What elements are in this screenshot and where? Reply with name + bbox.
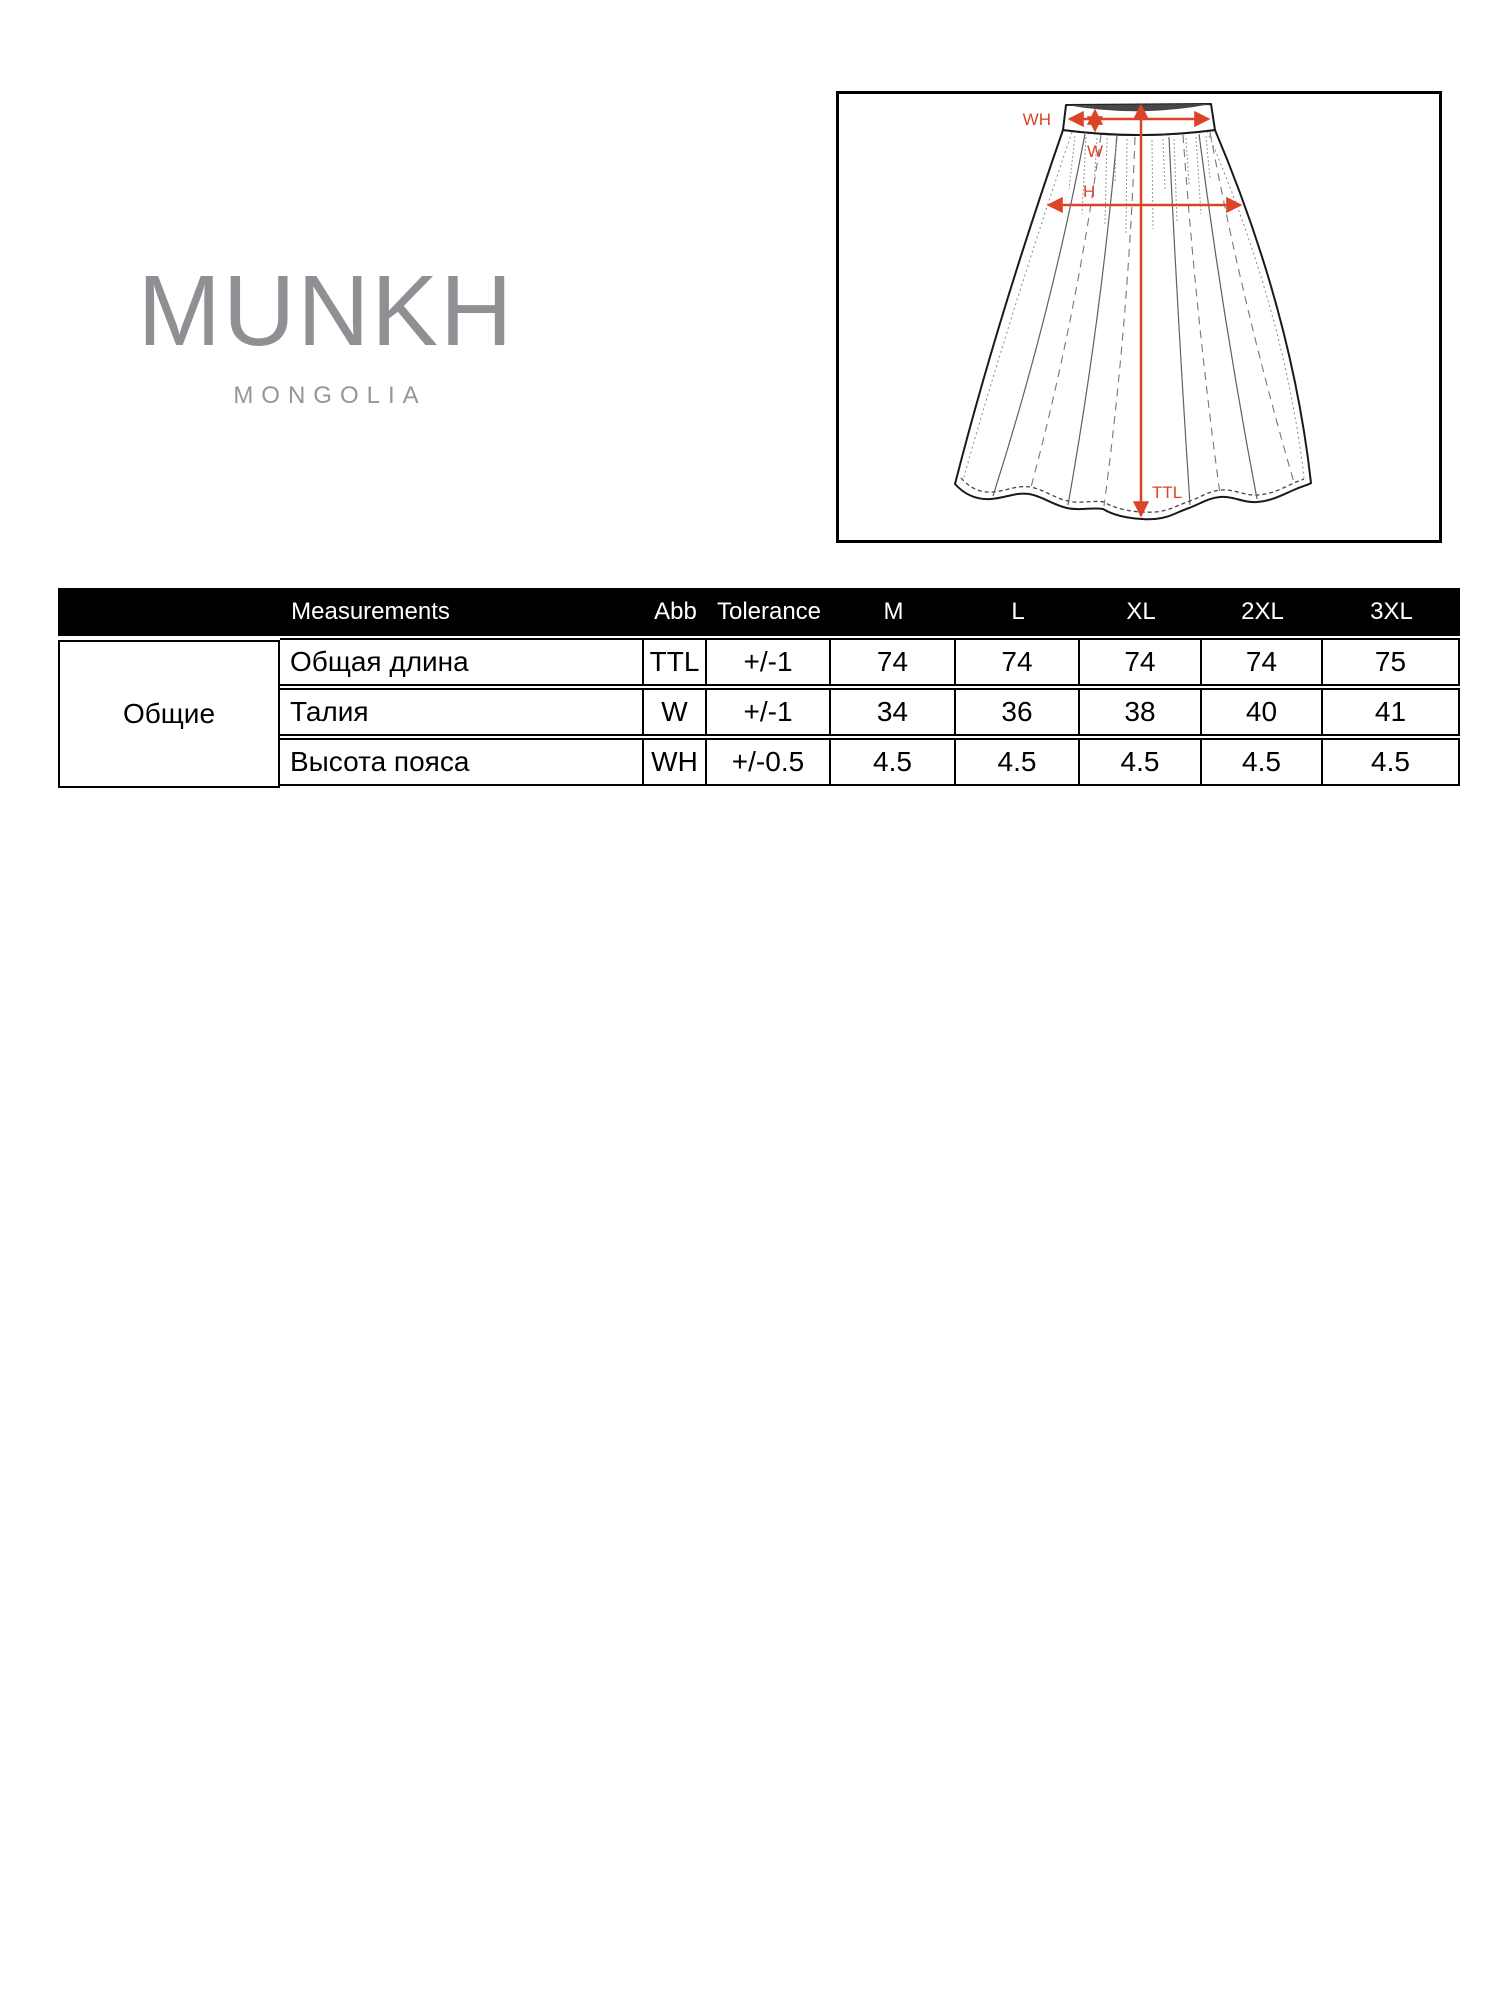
cell-size-m: 74 [831, 638, 956, 686]
cell-size-3xl: 41 [1323, 688, 1460, 736]
cell-tolerance: +/-1 [707, 688, 831, 736]
cell-size-2xl: 4.5 [1202, 738, 1323, 786]
header-size-xl: XL [1126, 598, 1156, 625]
cell-measure-name: Талия [280, 688, 644, 736]
cell-abb: TTL [644, 638, 707, 686]
header-tolerance: Tolerance [716, 598, 822, 625]
cell-size-l: 74 [956, 638, 1080, 686]
group-cell: Общие [58, 640, 280, 788]
cell-size-m: 4.5 [831, 738, 956, 786]
brand-name: MUNKH [137, 255, 515, 367]
table-row [280, 738, 1460, 786]
cell-abb: W [644, 688, 707, 736]
garment-sketch-frame [836, 91, 1442, 543]
cell-tolerance: +/-0.5 [707, 738, 831, 786]
cell-size-2xl: 40 [1202, 688, 1323, 736]
header-size-m: M [883, 598, 904, 625]
cell-tolerance: +/-1 [707, 638, 831, 686]
header-size-l: L [1011, 598, 1025, 625]
cell-size-xl: 4.5 [1080, 738, 1202, 786]
cell-size-l: 36 [956, 688, 1080, 736]
measurements-table [58, 588, 1460, 786]
skirt-technical-drawing [839, 94, 1439, 540]
brand-subtitle: MONGOLIA [233, 382, 427, 409]
label-waist: W [1087, 142, 1104, 161]
cell-size-xl: 38 [1080, 688, 1202, 736]
skirt-outline [955, 130, 1311, 519]
label-hip: H [1083, 182, 1096, 201]
cell-size-3xl: 4.5 [1323, 738, 1460, 786]
cell-abb: WH [644, 738, 707, 786]
cell-size-3xl: 75 [1323, 638, 1460, 686]
label-total-length: TTL [1152, 483, 1183, 502]
brand-logo [136, 255, 516, 410]
cell-size-xl: 74 [1080, 638, 1202, 686]
table-row [280, 638, 1460, 686]
cell-size-m: 34 [831, 688, 956, 736]
header-size-3xl: 3XL [1370, 598, 1413, 625]
table-rows [280, 638, 1460, 786]
header-size-2xl: 2XL [1241, 598, 1284, 625]
table-header-row [58, 588, 1460, 636]
header-measurements: Measurements [291, 598, 450, 625]
table-row [280, 688, 1460, 736]
cell-measure-name: Высота пояса [280, 738, 644, 786]
header-abb: Abb [654, 598, 697, 625]
cell-size-l: 4.5 [956, 738, 1080, 786]
cell-measure-name: Общая длина [280, 638, 644, 686]
label-waistband-height: WH [1022, 110, 1051, 129]
table-body [58, 638, 1460, 786]
cell-size-2xl: 74 [1202, 638, 1323, 686]
